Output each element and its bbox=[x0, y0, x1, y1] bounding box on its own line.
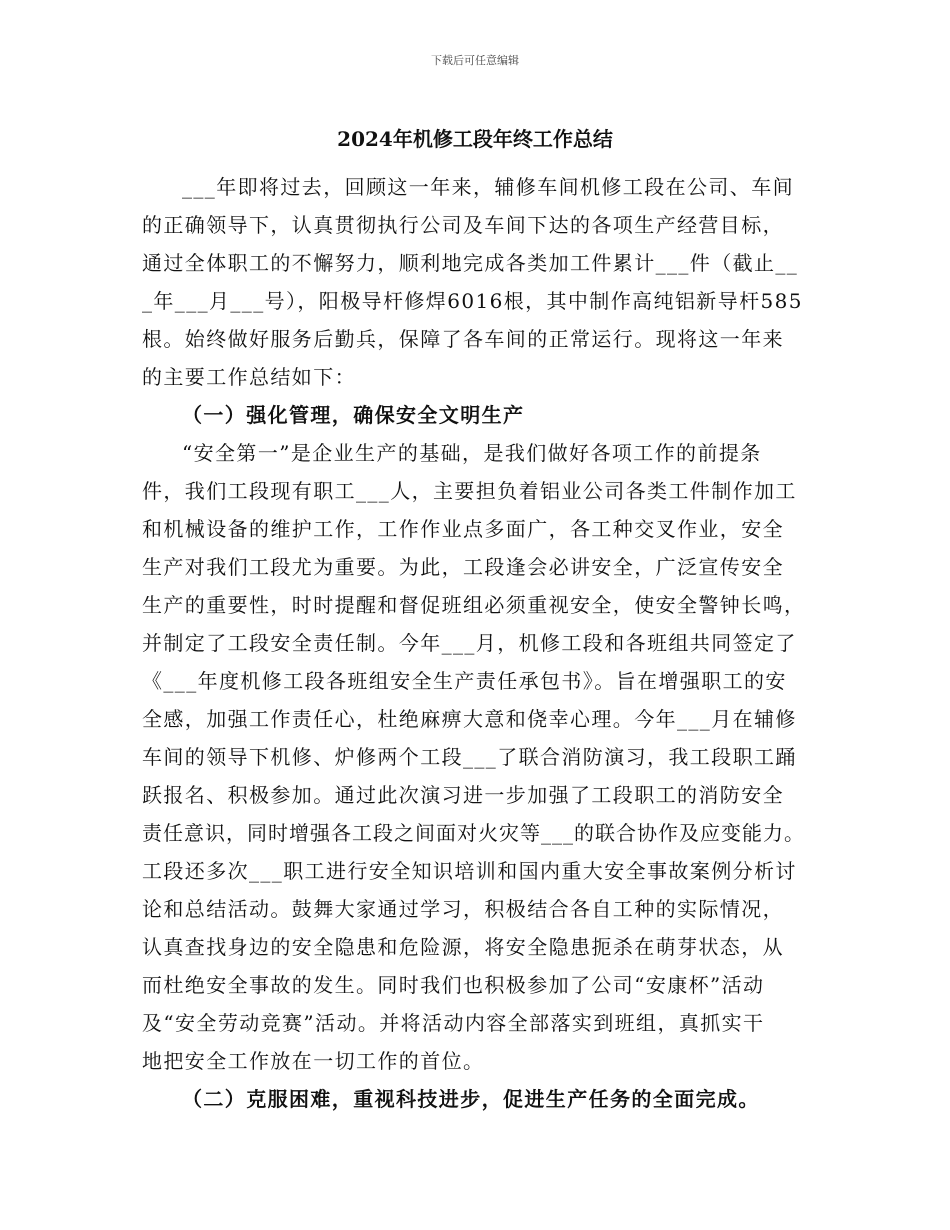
paragraph-line: 的主要工作总结如下： bbox=[142, 365, 356, 389]
paragraph-line: 而杜绝安全事故的发生。同时我们也积极参加了公司“安康杯”活动 bbox=[142, 973, 765, 997]
paragraph-line: 认真查找身边的安全隐患和危险源，将安全隐患扼杀在萌芽状态，从 bbox=[142, 935, 784, 959]
document-title: 2024年机修工段年终工作总结 bbox=[337, 127, 613, 151]
section-heading: （二）克服困难，重视科技进步，促进生产任务的全面完成。 bbox=[182, 1087, 760, 1111]
paragraph-line: 通过全体职工的不懈努力，顺利地完成各类加工件累计___件（截止__ bbox=[142, 251, 799, 275]
paragraph-line: 的正确领导下，认真贯彻执行公司及车间下达的各项生产经营目标， bbox=[142, 213, 784, 237]
paragraph-line: 《___年度机修工段各班组安全生产责任承包书》。旨在增强职工的安 bbox=[142, 669, 787, 693]
paragraph-line: 和机械设备的维护工作，工作作业点多面广，各工种交叉作业，安全 bbox=[142, 517, 784, 541]
paragraph-line: 全感，加强工作责任心，杜绝麻痹大意和侥幸心理。今年___月在辅修 bbox=[142, 707, 797, 731]
section-heading: （一）强化管理，确保安全文明生产 bbox=[182, 403, 525, 427]
paragraph-line: 车间的领导下机修、炉修两个工段___了联合消防演习，我工段职工踊 bbox=[142, 745, 797, 769]
paragraph-line: 生产的重要性，时时提醒和督促班组必须重视安全，使安全警钟长鸣， bbox=[142, 593, 806, 617]
paragraph-line: 跃报名、积极参加。通过此次演习进一步加强了工段职工的消防安全 bbox=[142, 783, 784, 807]
paragraph-line: _年___月___号），阳极导杆修焊6016根，其中制作高纯铝新导杆585 bbox=[142, 289, 803, 313]
paragraph-line: 及“安全劳动竞赛”活动。并将活动内容全部落实到班组，真抓实干 bbox=[142, 1011, 765, 1035]
paragraph-line: 件，我们工段现有职工___人，主要担负着铝业公司各类工件制作加工 bbox=[142, 479, 797, 503]
paragraph-line: 地把安全工作放在一切工作的首位。 bbox=[142, 1049, 485, 1073]
paragraph-line: 并制定了工段安全责任制。今年___月，机修工段和各班组共同签定了 bbox=[142, 631, 797, 655]
paragraph-line: 生产对我们工段尤为重要。为此，工段逢会必讲安全，广泛宣传安全 bbox=[142, 555, 784, 579]
paragraph-line: 根。始终做好服务后勤兵，保障了各车间的正常运行。现将这一年来 bbox=[142, 327, 784, 351]
paragraph-line: “安全第一”是企业生产的基础，是我们做好各项工作的前提条 bbox=[182, 441, 762, 465]
paragraph-line: 责任意识，同时增强各工段之间面对火灾等___的联合协作及应变能力。 bbox=[142, 821, 805, 845]
paragraph-line: 论和总结活动。鼓舞大家通过学习，积极结合各自工种的实际情况， bbox=[142, 897, 784, 921]
paragraph-line: ___年即将过去，回顾这一年来，辅修车间机修工段在公司、车间 bbox=[182, 175, 794, 199]
paragraph-line: 工段还多次___职工进行安全知识培训和国内重大安全事故案例分析讨 bbox=[142, 859, 797, 883]
header-note: 下载后可任意编辑 bbox=[431, 54, 519, 67]
